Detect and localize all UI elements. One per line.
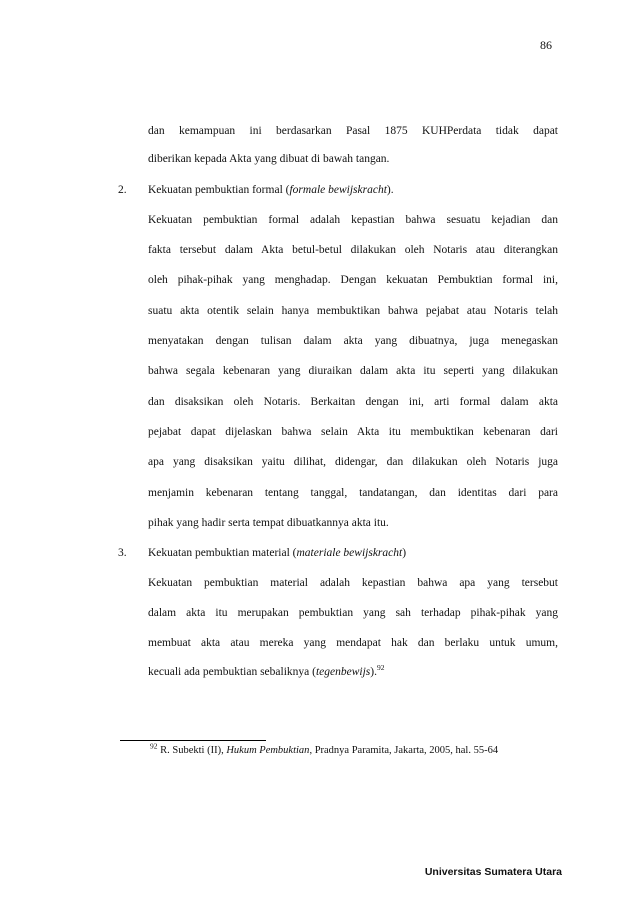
paragraph-line: pihak yang hadir serta tempat dibuatkannya akta itu.	[148, 517, 389, 529]
paragraph-line: fakta tersebut dalam Akta betul-betul dilakukan oleh Notaris atau diterangkan	[148, 244, 558, 256]
heading-italic: materiale bewijskracht	[296, 547, 403, 559]
paragraph-line: diberikan kepada Akta yang dibuat di bawah tangan.	[148, 153, 390, 165]
paragraph-line: menjamin kebenaran tentang tanggal, tandatangan, dan identitas dari para	[148, 487, 558, 499]
paragraph-line: Kekuatan pembuktian material adalah kepastian bahwa apa yang tersebut	[148, 577, 558, 589]
heading-text: Kekuatan pembuktian formal (	[148, 184, 290, 196]
paragraph-line: pejabat dapat dijelaskan bahwa selain Akta itu membuktikan kebenaran dari	[148, 426, 558, 438]
line-end: ).	[370, 666, 377, 678]
footnote	[150, 741, 499, 758]
paragraph-line: apa yang disaksikan yaitu dilihat, didengar, dan dilakukan oleh Notaris juga	[148, 456, 558, 468]
list-heading	[148, 546, 558, 560]
paragraph-line: menyatakan dengan tulisan dalam akta yang dibuatnya, juga menegaskan	[148, 335, 558, 347]
paragraph-line: oleh pihak-pihak yang menghadap. Dengan kekuatan Pembuktian formal ini,	[148, 274, 558, 286]
heading-end: )	[402, 547, 407, 559]
paragraph-line	[148, 665, 558, 679]
paragraph-line: suatu akta otentik selain hanya membuktikan bahwa pejabat atau Notaris telah	[148, 305, 558, 317]
line-text: kecuali ada pembuktian sebaliknya (	[148, 666, 316, 678]
footer-institution: Universitas Sumatera Utara	[424, 866, 562, 878]
paragraph-line: membuat akta atau mereka yang mendapat hak dan berlaku untuk umum,	[148, 637, 558, 649]
paragraph-line: dalam akta itu merupakan pembuktian yang sah terhadap pihak-pihak yang	[148, 607, 558, 619]
list-heading	[148, 183, 558, 197]
paragraph-line: dan kemampuan ini berdasarkan Pasal 1875 KUHPerdata tidak dapat	[148, 125, 558, 137]
footnote-rest: , Pradnya Paramita, Jakarta, 2005, hal. 55-64	[309, 745, 499, 756]
list-number: 3.	[118, 547, 127, 559]
footnote-reference: 92	[376, 663, 385, 673]
line-italic: tegenbewijs	[315, 666, 371, 678]
footnote-author: R. Subekti (II),	[157, 745, 227, 756]
footnote-rule	[120, 740, 266, 741]
heading-end: ).	[386, 184, 394, 196]
paragraph-line: Kekuatan pembuktian formal adalah kepastian bahwa sesuatu kejadian dan	[148, 214, 558, 226]
list-number: 2.	[118, 184, 127, 196]
paragraph-line: dan disaksikan oleh Notaris. Berkaitan dengan ini, arti formal dalam akta	[148, 396, 558, 408]
page-number: 86	[540, 38, 552, 52]
paragraph-line: bahwa segala kebenaran yang diuraikan dalam akta itu seperti yang dilakukan	[148, 365, 558, 377]
heading-text: Kekuatan pembuktian material (	[148, 547, 297, 559]
heading-italic: formale bewijskracht	[289, 184, 387, 196]
footnote-marker: 92	[150, 741, 158, 751]
footnote-title: Hukum Pembuktian	[226, 745, 310, 756]
